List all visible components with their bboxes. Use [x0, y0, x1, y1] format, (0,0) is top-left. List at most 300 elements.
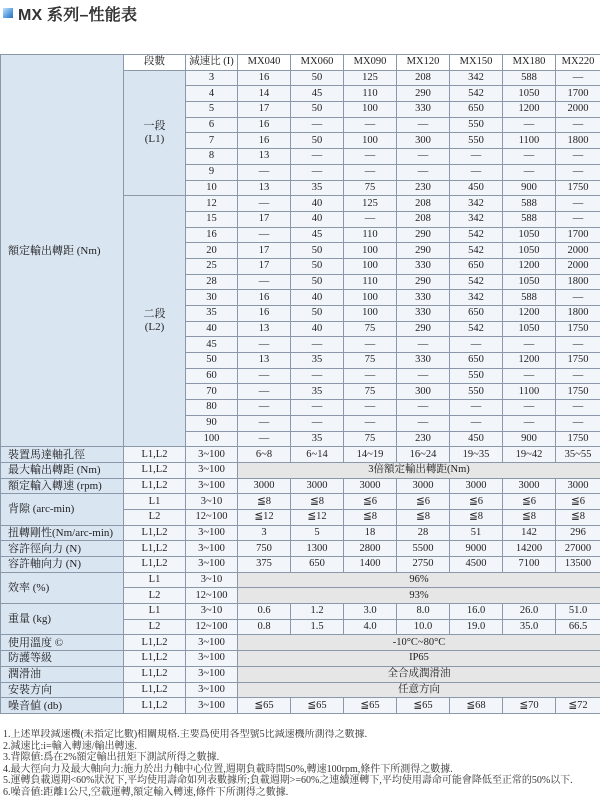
header-model-mx120: MX120	[397, 55, 450, 71]
ratio-cell: 15	[186, 211, 238, 227]
header-model-mx180: MX180	[503, 55, 556, 71]
value-cell-mx090: —	[344, 149, 397, 165]
value-cell-mx220: —	[556, 368, 600, 384]
value-cell-mx120: 330	[397, 290, 450, 306]
ratio-cell: 9	[186, 164, 238, 180]
value-cell-mx120: 290	[397, 243, 450, 259]
value-cell-mx090: —	[344, 117, 397, 133]
value-cell-mx180: 588	[503, 196, 556, 212]
value-cell-mx060: 5	[291, 525, 344, 541]
value-cell-mx180: 3000	[503, 478, 556, 494]
value-cell-mx040: 17	[238, 243, 291, 259]
value-cell-mx180: —	[503, 164, 556, 180]
ratio-cell: 3~100	[186, 557, 238, 573]
stage-cell: L1,L2	[124, 666, 186, 682]
page-title	[3, 2, 137, 24]
value-cell-mx040: 375	[238, 557, 291, 573]
ratio-cell: 3~10	[186, 494, 238, 510]
value-cell-mx090: —	[344, 415, 397, 431]
span-value-cell: IP65	[238, 651, 600, 667]
value-cell-mx150: 342	[450, 290, 503, 306]
value-cell-mx220: —	[556, 164, 600, 180]
value-cell-mx060: —	[291, 368, 344, 384]
spec-row	[1, 525, 600, 541]
ratio-cell: 3~10	[186, 572, 238, 588]
value-cell-mx150: 342	[450, 211, 503, 227]
header-stage: 段數	[124, 55, 186, 71]
stage-cell: L1	[124, 494, 186, 510]
value-cell-mx090: 125	[344, 196, 397, 212]
header-model-mx150: MX150	[450, 55, 503, 71]
value-cell-mx040: —	[238, 337, 291, 353]
value-cell-mx120: ≦65	[397, 698, 450, 714]
spec-label: 容許軸向力 (N)	[1, 557, 124, 573]
ratio-cell: 25	[186, 258, 238, 274]
ratio-cell: 80	[186, 400, 238, 416]
value-cell-mx090: —	[344, 164, 397, 180]
value-cell-mx090: 14~19	[344, 447, 397, 463]
value-cell-mx180: —	[503, 149, 556, 165]
ratio-cell: 3~10	[186, 604, 238, 620]
header-model-mx220: MX220	[556, 55, 600, 71]
value-cell-mx150: 650	[450, 102, 503, 118]
value-cell-mx120: —	[397, 164, 450, 180]
value-cell-mx150: ≦68	[450, 698, 503, 714]
value-cell-mx120: 8.0	[397, 604, 450, 620]
value-cell-mx040: —	[238, 384, 291, 400]
value-cell-mx040: 16	[238, 290, 291, 306]
value-cell-mx180: ≦6	[503, 494, 556, 510]
value-cell-mx180: 1200	[503, 353, 556, 369]
value-cell-mx060: —	[291, 400, 344, 416]
value-cell-mx220: —	[556, 70, 600, 86]
spec-label: 背隙 (arc-min)	[1, 494, 124, 525]
value-cell-mx060: —	[291, 337, 344, 353]
value-cell-mx060: 50	[291, 70, 344, 86]
value-cell-mx220: —	[556, 211, 600, 227]
spec-label: 安裝方向	[1, 682, 124, 698]
value-cell-mx090: 75	[344, 180, 397, 196]
ratio-cell: 12~100	[186, 588, 238, 604]
value-cell-mx220: 1800	[556, 133, 600, 149]
value-cell-mx150: 542	[450, 274, 503, 290]
stage-cell: L1,L2	[124, 698, 186, 714]
value-cell-mx060: 35	[291, 180, 344, 196]
value-cell-mx180: —	[503, 368, 556, 384]
value-cell-mx220: —	[556, 196, 600, 212]
value-cell-mx040: —	[238, 415, 291, 431]
value-cell-mx180: —	[503, 117, 556, 133]
stage-name: 一段	[143, 119, 166, 132]
value-cell-mx120: 290	[397, 227, 450, 243]
value-cell-mx040: 14	[238, 86, 291, 102]
header-model-mx060: MX060	[291, 55, 344, 71]
value-cell-mx060: 6~14	[291, 447, 344, 463]
spec-label: 潤滑油	[1, 666, 124, 682]
value-cell-mx060: —	[291, 415, 344, 431]
value-cell-mx180: 900	[503, 180, 556, 196]
spec-row	[1, 494, 600, 510]
value-cell-mx180: —	[503, 337, 556, 353]
value-cell-mx150: ≦6	[450, 494, 503, 510]
value-cell-mx040: —	[238, 227, 291, 243]
value-cell-mx150: 19.0	[450, 619, 503, 635]
performance-table	[0, 54, 600, 714]
value-cell-mx120: 330	[397, 306, 450, 322]
value-cell-mx220: 51.0	[556, 604, 600, 620]
value-cell-mx040: 13	[238, 149, 291, 165]
ratio-cell: 3~100	[186, 635, 238, 651]
value-cell-mx220: 1800	[556, 306, 600, 322]
value-cell-mx150: 9000	[450, 541, 503, 557]
ratio-cell: 3~100	[186, 462, 238, 478]
footnote: 1.上述單段減速機(未指定比數)相關規格.主要爲使用各型號5比減速機所測得之數據.	[3, 729, 368, 740]
ratio-cell: 3~100	[186, 651, 238, 667]
value-cell-mx120: 5500	[397, 541, 450, 557]
value-cell-mx090: 110	[344, 86, 397, 102]
spec-row	[1, 462, 600, 478]
ratio-cell: 3~100	[186, 478, 238, 494]
value-cell-mx120: 208	[397, 70, 450, 86]
value-cell-mx120: 28	[397, 525, 450, 541]
value-cell-mx150: 550	[450, 117, 503, 133]
footnote: 3.背隙値:爲在2%額定輸出扭矩下測試所得之數據.	[3, 752, 220, 764]
value-cell-mx090: 125	[344, 70, 397, 86]
value-cell-mx040: 13	[238, 180, 291, 196]
value-cell-mx120: —	[397, 400, 450, 416]
value-cell-mx150: 4500	[450, 557, 503, 573]
value-cell-mx040: 16	[238, 306, 291, 322]
value-cell-mx220: —	[556, 400, 600, 416]
value-cell-mx180: 1050	[503, 321, 556, 337]
value-cell-mx150: ≦8	[450, 509, 503, 525]
value-cell-mx150: 650	[450, 306, 503, 322]
value-cell-mx040: 0.6	[238, 604, 291, 620]
value-cell-mx120: 290	[397, 274, 450, 290]
value-cell-mx060: —	[291, 149, 344, 165]
value-cell-mx180: 1050	[503, 86, 556, 102]
value-cell-mx060: ≦65	[291, 698, 344, 714]
value-cell-mx220: ≦6	[556, 494, 600, 510]
value-cell-mx090: 100	[344, 102, 397, 118]
value-cell-mx040: 13	[238, 353, 291, 369]
value-cell-mx040: 6~8	[238, 447, 291, 463]
value-cell-mx090: 100	[344, 306, 397, 322]
value-cell-mx090: 110	[344, 274, 397, 290]
spec-label: 扭轉剛性(Nm/arc-min)	[1, 525, 124, 541]
footnote: 2.減速比:i=輸入轉速/輸出轉速.	[3, 740, 137, 752]
value-cell-mx150: 650	[450, 353, 503, 369]
value-cell-mx180: 588	[503, 70, 556, 86]
stage-cell: L1,L2	[124, 682, 186, 698]
value-cell-mx060: 1.5	[291, 619, 344, 635]
value-cell-mx180: 1050	[503, 274, 556, 290]
stage-cell: L1,L2	[124, 462, 186, 478]
value-cell-mx090: 75	[344, 321, 397, 337]
stage-cell: L1,L2	[124, 447, 186, 463]
value-cell-mx150: —	[450, 164, 503, 180]
ratio-cell: 5	[186, 102, 238, 118]
value-cell-mx220: 1750	[556, 431, 600, 447]
stage-cell: L1	[124, 604, 186, 620]
spec-label: 裝置馬達軸孔徑	[1, 447, 124, 463]
value-cell-mx120: 230	[397, 180, 450, 196]
value-cell-mx220: —	[556, 337, 600, 353]
value-cell-mx090: —	[344, 368, 397, 384]
value-cell-mx040: 0.8	[238, 619, 291, 635]
value-cell-mx180: 1100	[503, 384, 556, 400]
value-cell-mx120: ≦6	[397, 494, 450, 510]
ratio-cell: 3~100	[186, 541, 238, 557]
value-cell-mx180: 1100	[503, 133, 556, 149]
value-cell-mx060: 1.2	[291, 604, 344, 620]
value-cell-mx180: 1050	[503, 243, 556, 259]
value-cell-mx120: 3000	[397, 478, 450, 494]
value-cell-mx090: ≦8	[344, 509, 397, 525]
ratio-cell: 90	[186, 415, 238, 431]
value-cell-mx090: 75	[344, 431, 397, 447]
value-cell-mx220: ≦8	[556, 509, 600, 525]
header-model-mx040: MX040	[238, 55, 291, 71]
ratio-cell: 3~100	[186, 666, 238, 682]
value-cell-mx120: 230	[397, 431, 450, 447]
value-cell-mx040: 16	[238, 117, 291, 133]
value-cell-mx040: 3	[238, 525, 291, 541]
spec-label: 容許徑向力 (N)	[1, 541, 124, 557]
value-cell-mx220: 1800	[556, 274, 600, 290]
value-cell-mx090: —	[344, 211, 397, 227]
spec-row	[1, 682, 600, 698]
value-cell-mx150: 542	[450, 321, 503, 337]
spec-row	[1, 447, 600, 463]
value-cell-mx060: 50	[291, 258, 344, 274]
value-cell-mx040: —	[238, 196, 291, 212]
value-cell-mx180: 1200	[503, 306, 556, 322]
value-cell-mx090: 4.0	[344, 619, 397, 635]
value-cell-mx220: 1750	[556, 180, 600, 196]
stage-code: (L2)	[144, 321, 165, 334]
value-cell-mx040: 16	[238, 133, 291, 149]
footnote: 5.運轉負載週期<60%狀況下,平均使用壽命如列表數據所;負載週期>=60%之連續運轉下,平均使用壽命可能會降低至正常的50%以下.	[3, 775, 573, 787]
value-cell-mx220: —	[556, 415, 600, 431]
value-cell-mx220: 2000	[556, 102, 600, 118]
ratio-cell: 30	[186, 290, 238, 306]
spec-row	[1, 541, 600, 557]
value-cell-mx090: 110	[344, 227, 397, 243]
value-cell-mx180: 26.0	[503, 604, 556, 620]
value-cell-mx220: 1750	[556, 321, 600, 337]
stage-cell: L1,L2	[124, 525, 186, 541]
value-cell-mx150: —	[450, 337, 503, 353]
ratio-cell: 3~100	[186, 698, 238, 714]
value-cell-mx120: 16~24	[397, 447, 450, 463]
header-row	[1, 55, 600, 71]
ratio-cell: 28	[186, 274, 238, 290]
spec-label: 使用溫度 ©	[1, 635, 124, 651]
rated-torque-label: 額定輸出轉距 (Nm)	[1, 55, 124, 447]
table-body	[1, 55, 600, 714]
value-cell-mx180: 7100	[503, 557, 556, 573]
value-cell-mx060: 50	[291, 306, 344, 322]
value-cell-mx150: 542	[450, 227, 503, 243]
ratio-cell: 10	[186, 180, 238, 196]
value-cell-mx060: 50	[291, 133, 344, 149]
value-cell-mx150: 450	[450, 431, 503, 447]
stage-name: 二段	[143, 308, 166, 321]
value-cell-mx090: 100	[344, 133, 397, 149]
value-cell-mx120: 330	[397, 258, 450, 274]
ratio-cell: 40	[186, 321, 238, 337]
ratio-cell: 70	[186, 384, 238, 400]
ratio-cell: 100	[186, 431, 238, 447]
spec-row	[1, 698, 600, 714]
value-cell-mx120: —	[397, 368, 450, 384]
value-cell-mx060: ≦12	[291, 509, 344, 525]
value-cell-mx180: 19~42	[503, 447, 556, 463]
spec-row	[1, 557, 600, 573]
value-cell-mx090: 75	[344, 384, 397, 400]
stage-cell: L1,L2	[124, 478, 186, 494]
value-cell-mx150: 550	[450, 384, 503, 400]
value-cell-mx180: 900	[503, 431, 556, 447]
value-cell-mx060: 35	[291, 353, 344, 369]
value-cell-mx090: 3000	[344, 478, 397, 494]
value-cell-mx150: —	[450, 400, 503, 416]
footnote: 4.最大徑向力及最大軸向力:施力於出力軸中心位置,週期負載時間50%,轉速100rpm,條件下所測得之數據.	[3, 763, 453, 775]
value-cell-mx060: 35	[291, 384, 344, 400]
value-cell-mx060: 50	[291, 243, 344, 259]
square-bullet-icon	[3, 8, 13, 18]
value-cell-mx180: 588	[503, 211, 556, 227]
value-cell-mx090: 3.0	[344, 604, 397, 620]
value-cell-mx220: 1700	[556, 86, 600, 102]
value-cell-mx060: 35	[291, 431, 344, 447]
value-cell-mx120: 300	[397, 384, 450, 400]
ratio-cell: 3~100	[186, 447, 238, 463]
value-cell-mx120: 330	[397, 353, 450, 369]
value-cell-mx150: 550	[450, 368, 503, 384]
value-cell-mx180: —	[503, 415, 556, 431]
value-cell-mx060: 40	[291, 211, 344, 227]
stage-cell: L1,L2	[124, 635, 186, 651]
stage-group-cell	[124, 70, 186, 196]
value-cell-mx220: 1750	[556, 384, 600, 400]
value-cell-mx220: —	[556, 149, 600, 165]
ratio-cell: 20	[186, 243, 238, 259]
value-cell-mx090: 18	[344, 525, 397, 541]
spec-label: 防護等級	[1, 651, 124, 667]
value-cell-mx220: 296	[556, 525, 600, 541]
value-cell-mx150: 51	[450, 525, 503, 541]
ratio-cell: 60	[186, 368, 238, 384]
value-cell-mx040: ≦12	[238, 509, 291, 525]
ratio-cell: 12~100	[186, 509, 238, 525]
value-cell-mx220: 2000	[556, 243, 600, 259]
value-cell-mx220: 66.5	[556, 619, 600, 635]
value-cell-mx150: 19~35	[450, 447, 503, 463]
ratio-cell: 12~100	[186, 619, 238, 635]
value-cell-mx090: —	[344, 337, 397, 353]
value-cell-mx040: ≦8	[238, 494, 291, 510]
value-cell-mx040: 13	[238, 321, 291, 337]
ratio-cell: 35	[186, 306, 238, 322]
value-cell-mx120: —	[397, 415, 450, 431]
value-cell-mx220: 3000	[556, 478, 600, 494]
value-cell-mx180: 1200	[503, 258, 556, 274]
value-cell-mx060: 40	[291, 196, 344, 212]
stage-cell: L1,L2	[124, 557, 186, 573]
value-cell-mx150: 450	[450, 180, 503, 196]
value-cell-mx090: 2800	[344, 541, 397, 557]
value-cell-mx090: 100	[344, 290, 397, 306]
value-cell-mx180: 35.0	[503, 619, 556, 635]
value-cell-mx040: —	[238, 274, 291, 290]
ratio-cell: 16	[186, 227, 238, 243]
spec-row	[1, 572, 600, 588]
value-cell-mx150: —	[450, 149, 503, 165]
value-cell-mx220: 1750	[556, 353, 600, 369]
value-cell-mx040: 17	[238, 211, 291, 227]
value-cell-mx150: 342	[450, 70, 503, 86]
value-cell-mx060: 50	[291, 274, 344, 290]
value-cell-mx180: 142	[503, 525, 556, 541]
value-cell-mx150: 650	[450, 258, 503, 274]
stage-cell: L1	[124, 572, 186, 588]
value-cell-mx120: —	[397, 149, 450, 165]
ratio-cell: 3~100	[186, 525, 238, 541]
ratio-cell: 3	[186, 70, 238, 86]
ratio-cell: 12	[186, 196, 238, 212]
stage-cell: L2	[124, 509, 186, 525]
ratio-cell: 6	[186, 117, 238, 133]
value-cell-mx060: —	[291, 164, 344, 180]
spec-row	[1, 666, 600, 682]
stage-cell: L1,L2	[124, 541, 186, 557]
value-cell-mx150: 3000	[450, 478, 503, 494]
value-cell-mx090: 1400	[344, 557, 397, 573]
ratio-cell: 4	[186, 86, 238, 102]
value-cell-mx060: 1300	[291, 541, 344, 557]
ratio-cell: 50	[186, 353, 238, 369]
value-cell-mx040: 16	[238, 70, 291, 86]
value-cell-mx150: 550	[450, 133, 503, 149]
value-cell-mx060: 40	[291, 321, 344, 337]
value-cell-mx150: 16.0	[450, 604, 503, 620]
span-value-cell: 96%	[238, 572, 600, 588]
value-cell-mx090: ≦6	[344, 494, 397, 510]
value-cell-mx120: 208	[397, 196, 450, 212]
value-cell-mx120: 290	[397, 86, 450, 102]
value-cell-mx180: 14200	[503, 541, 556, 557]
span-value-cell: 全合成潤滑油	[238, 666, 600, 682]
spec-label: 重量 (kg)	[1, 604, 124, 635]
spec-row	[1, 651, 600, 667]
spec-label: 效率 (%)	[1, 572, 124, 603]
value-cell-mx150: —	[450, 415, 503, 431]
header-ratio: 減速比 (I)	[186, 55, 238, 71]
value-cell-mx060: 45	[291, 86, 344, 102]
value-cell-mx090: 75	[344, 353, 397, 369]
value-cell-mx180: 588	[503, 290, 556, 306]
value-cell-mx060: 50	[291, 102, 344, 118]
value-cell-mx220: 2000	[556, 258, 600, 274]
value-cell-mx220: 35~55	[556, 447, 600, 463]
ratio-cell: 8	[186, 149, 238, 165]
ratio-cell: 7	[186, 133, 238, 149]
spec-row	[1, 635, 600, 651]
value-cell-mx150: 542	[450, 86, 503, 102]
stage-cell: L2	[124, 588, 186, 604]
